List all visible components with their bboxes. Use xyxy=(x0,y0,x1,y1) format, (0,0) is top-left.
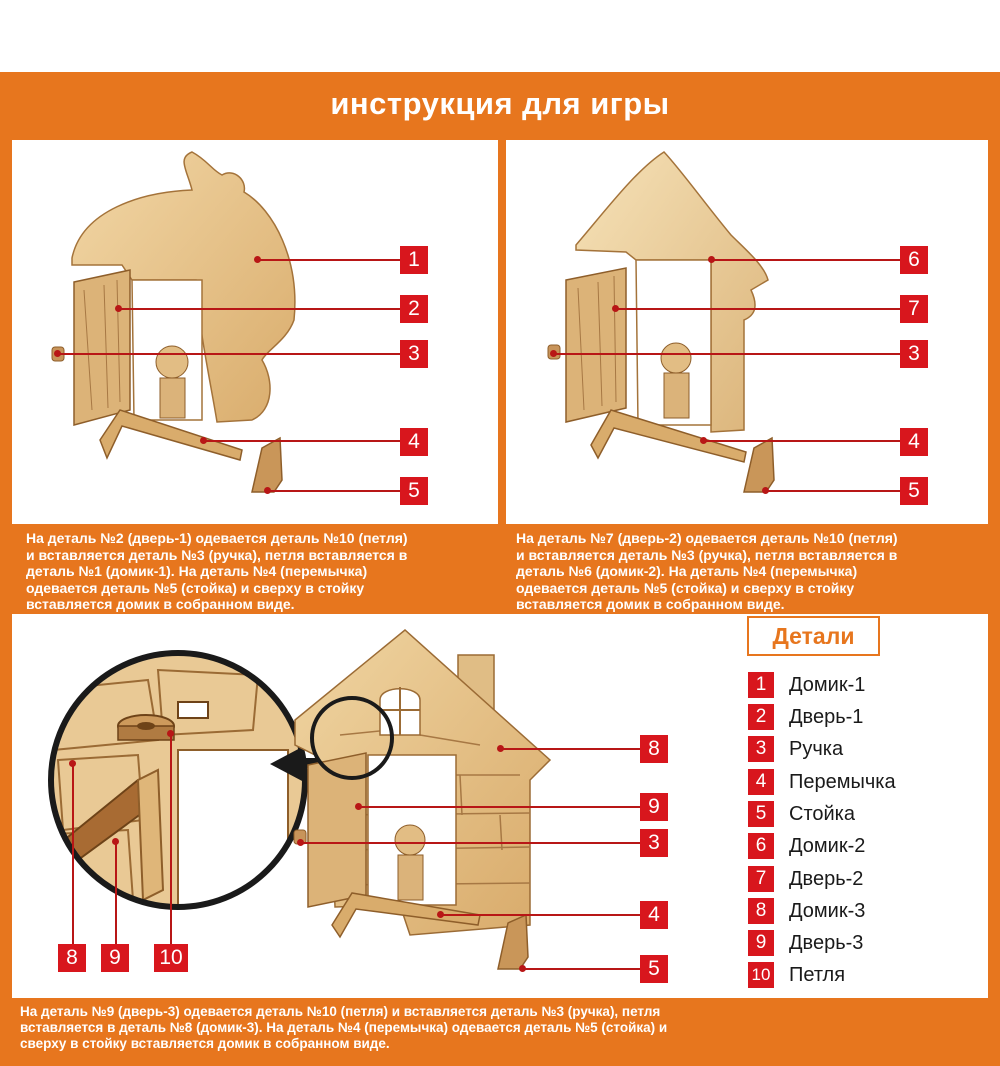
callout-9: 9 xyxy=(640,793,668,821)
legend-item-label: Стойка xyxy=(789,803,855,825)
callout-line xyxy=(766,490,900,492)
house-2-illustration xyxy=(506,140,988,524)
legend-item-number: 9 xyxy=(748,930,774,956)
legend-item-number: 8 xyxy=(748,898,774,924)
callout-line xyxy=(268,490,400,492)
text-line: вставляется домик в собранном виде. xyxy=(26,596,295,612)
legend-item-label: Ручка xyxy=(789,738,844,760)
text-line: одевается деталь №5 (стойка) и сверху в стойку xyxy=(26,579,365,596)
callout-4: 4 xyxy=(400,428,428,456)
legend-item-label: Домик-2 xyxy=(789,835,866,857)
text-line: вставляется в деталь №8 (домик-3). На деталь №4 (перемычка) одевается деталь №5 (стойка) и xyxy=(20,1020,668,1035)
callout-line xyxy=(170,734,172,944)
callout-line xyxy=(704,440,900,442)
text-line: На деталь №9 (дверь-3) одевается деталь №10 (петля) и вставляется деталь №3 (ручка), петля xyxy=(20,1004,661,1019)
text-line: На деталь №2 (дверь-1) одевается деталь №10 (петля) xyxy=(26,530,408,546)
legend-item-label: Дверь-1 xyxy=(789,706,864,728)
callout-line xyxy=(204,440,400,442)
callout-line xyxy=(554,353,900,355)
callout-5: 5 xyxy=(400,477,428,505)
instructions-house-2 xyxy=(516,530,898,613)
callout-line xyxy=(119,308,400,310)
instructions-house-1 xyxy=(26,530,408,613)
legend-item-number: 2 xyxy=(748,704,774,730)
zoom-callout-8: 8 xyxy=(58,944,86,972)
legend-item-number: 3 xyxy=(748,736,774,762)
callout-4-panel-2: 4 xyxy=(900,428,928,456)
text-line: и вставляется деталь №3 (ручка), петля вставляется в xyxy=(26,546,408,563)
legend-item-label: Дверь-2 xyxy=(789,868,864,890)
legend-item-label: Петля xyxy=(789,964,846,986)
page-title: инструкция для игры xyxy=(330,86,670,121)
text-line: На деталь №7 (дверь-2) одевается деталь №10 (петля) xyxy=(516,530,898,546)
callout-line xyxy=(258,259,400,261)
callout-line xyxy=(712,259,900,261)
callout-line xyxy=(523,968,640,970)
text-line: вставляется домик в собранном виде. xyxy=(516,596,785,612)
legend-item-number: 1 xyxy=(748,672,774,698)
legend-item-label: Домик-1 xyxy=(789,674,866,696)
legend-item-number: 4 xyxy=(748,769,774,795)
text-line: сверху в стойку вставляется домик в собранном виде. xyxy=(20,1036,390,1051)
callout-4-panel-3: 4 xyxy=(640,901,668,929)
house-1-illustration xyxy=(12,140,498,524)
callout-line xyxy=(616,308,900,310)
callout-line xyxy=(115,842,117,944)
legend-item-label: Домик-3 xyxy=(789,900,866,922)
callout-line xyxy=(301,842,640,844)
callout-line xyxy=(501,748,640,750)
legend-item-number: 7 xyxy=(748,866,774,892)
zoom-callout-10: 10 xyxy=(154,944,188,972)
legend-title: Детали xyxy=(747,616,880,656)
text-line: деталь №1 (домик-1). На деталь №4 (перемычка) xyxy=(26,563,368,579)
legend-item-label: Перемычка xyxy=(789,771,896,793)
callout-5-panel-2: 5 xyxy=(900,477,928,505)
text-line: одевается деталь №5 (стойка) и сверху в стойку xyxy=(516,579,855,596)
callout-5-panel-3: 5 xyxy=(640,955,668,983)
callout-3-panel-2: 3 xyxy=(900,340,928,368)
callout-7: 7 xyxy=(900,295,928,323)
zoom-callout-9: 9 xyxy=(101,944,129,972)
callout-line xyxy=(359,806,640,808)
callout-3-panel-3: 3 xyxy=(640,829,668,857)
callout-6: 6 xyxy=(900,246,928,274)
legend-item-label: Дверь-3 xyxy=(789,932,864,954)
callout-line xyxy=(441,914,640,916)
callout-8: 8 xyxy=(640,735,668,763)
instructions-house-3 xyxy=(20,1004,667,1052)
callout-1: 1 xyxy=(400,246,428,274)
legend-item-number: 5 xyxy=(748,801,774,827)
callout-line xyxy=(58,353,400,355)
callout-line xyxy=(72,764,74,944)
callout-3: 3 xyxy=(400,340,428,368)
legend-item-number: 6 xyxy=(748,833,774,859)
house-3-illustration xyxy=(280,625,580,985)
text-line: и вставляется деталь №3 (ручка), петля вставляется в xyxy=(516,546,898,563)
callout-2: 2 xyxy=(400,295,428,323)
legend-item-number: 10 xyxy=(748,962,774,988)
text-line: деталь №6 (домик-2). На деталь №4 (перемычка) xyxy=(516,563,858,579)
